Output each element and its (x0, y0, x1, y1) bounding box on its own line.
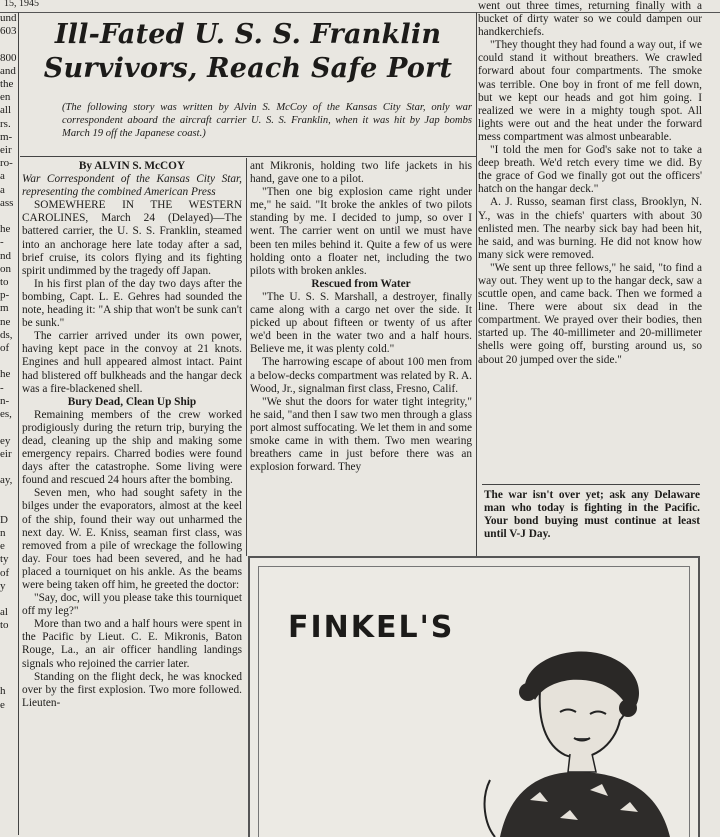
edge-fragment (0, 593, 18, 606)
edge-fragment: he (0, 368, 11, 381)
paragraph: In his first plan of the day two days after the bombing, Capt. L. E. Gehres had sounded the note, heading it: "A ship that won't be sunk can't be sunk." (22, 277, 242, 330)
edge-fragment: a (0, 170, 5, 183)
paragraph: went out three times, returning finally with a bucket of dirty water so we could dampen our handkerchiefs. (478, 0, 702, 39)
edge-fragment: n (0, 526, 6, 539)
edge-fragment: m- (0, 130, 13, 143)
edge-fragment: ey (0, 434, 11, 447)
bond-rule (482, 484, 700, 485)
edge-fragment: p- (0, 289, 10, 302)
edge-fragment: e (0, 540, 5, 553)
edge-fragment (0, 712, 18, 725)
woman-illustration (470, 650, 700, 837)
edge-fragment (0, 791, 18, 804)
paragraph: SOMEWHERE IN THE WESTERN CAROLINES, March 24 (Delayed)—The battered carrier, the U. S. S. Franklin, steamed into an anchorage here late today after a sad, brief cruise, its colors flying and its fighting spirit undimmed by the tragedy off Japan. (22, 199, 242, 277)
edge-fragment: en (0, 91, 11, 104)
column-rule (246, 158, 247, 556)
paragraph: "The U. S. S. Marshall, a destroyer, finally came along with a cargo net over the side. It picked up about fifteen or twenty of us after we'd been in the water two and a half hours. Believe me, it was plenty cold." (250, 290, 472, 356)
paragraph: Remaining members of the crew worked prodigiously during the return trip, burying the dead, cleaning up the ship and making some emergency repairs. Charred bodies were found days after the catastrophe. Some living were found and rescued 24 hours after the bombing. (22, 408, 242, 487)
article-column-3 (478, 0, 702, 367)
edge-fragment: - (0, 381, 4, 394)
edge-fragment (0, 738, 18, 751)
edge-fragment: 603 (0, 25, 17, 38)
edge-fragment: ay, (0, 474, 13, 487)
edge-fragment: e (0, 698, 5, 711)
edge-fragment: ds, (0, 328, 13, 341)
headline (22, 18, 474, 86)
edge-fragment: ro- (0, 157, 13, 170)
edge-fragment (0, 461, 18, 474)
edge-fragment: of (0, 566, 10, 579)
edge-fragment: to (0, 619, 9, 632)
edge-fragment: on (0, 262, 11, 275)
edge-fragment: und (0, 12, 17, 24)
edge-fragment: D (0, 513, 8, 526)
headline-line-1: Ill-Fated U. S. S. Franklin (54, 19, 442, 50)
editor-note: (The following story was written by Alvin S. McCoy of the Kansas City Star, only war correspondent aboard the aircraft carrier U. S. S. Franklin, when it was hit by Jap bombs March 19 off the Japanese coast.) (62, 102, 472, 139)
edge-fragment: - (0, 236, 4, 249)
edge-fragment: to (0, 276, 9, 289)
paragraph: Seven men, who had sought safety in the bilges under the evaporators, almost at the keel of the ship, found their way out unharmed the next day. W. E. Kniss, seaman first class, was removed from a pile of wreckage the following day. Four toes had been severed, and he had placed a tourniquet on his ankle. As the beams were being taken off him, he greeted the doctor: (22, 487, 242, 591)
edge-fragment: ass (0, 196, 14, 209)
paragraph: "I told the men for God's sake not to take a deep breath. We'd retch every time we did. By the grace of God we finally got out the officers' hatch on the hangar deck." (478, 144, 702, 196)
edge-fragment (0, 778, 18, 791)
edge-fragment: nd (0, 249, 11, 262)
advertisement (248, 556, 700, 837)
edge-fragment (0, 765, 18, 778)
edge-fragment: ne (0, 315, 11, 328)
edge-fragment: es, (0, 408, 12, 421)
byline-title: War Correspondent of the Kansas City Star, representing the combined American Press (22, 173, 242, 199)
edge-fragment (0, 804, 18, 817)
edge-fragment: n- (0, 394, 10, 407)
headline-line-2: Survivors, Reach Safe Port (43, 53, 453, 84)
paragraph: The harrowing escape of about 100 men from a below-decks compartment was related by R. A. Wood, Jr., signalman first class, Fresno, Calif. (250, 356, 472, 395)
paragraph: "Say, doc, will you please take this tourniquet off my leg?" (22, 592, 242, 618)
bond-note: The war isn't over yet; ask any Delaware man who today is fighting in the Pacific. Your bond buying must continue at least until V-J Day. (484, 489, 700, 541)
subhead-rescued: Rescued from Water (311, 277, 411, 290)
edge-fragment: rs. (0, 117, 11, 130)
edge-fragment: h (0, 685, 6, 698)
edge-fragment (0, 38, 18, 51)
edge-fragment: eir (0, 447, 12, 460)
paragraph: More than two and a half hours were spent in the Pacific by Lieut. C. E. Mikronis, Baton Rouge, La., an air officer handling landings signals who rejoined the carrier later. (22, 618, 242, 670)
edge-fragment: he (0, 223, 11, 236)
edge-fragment (0, 633, 18, 646)
paragraph: "We shut the doors for water tight integrity," he said, "and then I saw two men through a glass port almost suffocating. We let them in and some smoke came in with them. Two men wearing breathers came in just before there was an explosion forward. They (250, 395, 472, 474)
paragraph: "We sent up three fellows," he said, "to find a way out. They went up to the hangar deck, saw a scuttle open, and came back. Then we formed a line. There were about six dead in the compartment. We prayed over their bodies, then started up. The 40-millimeter and 20-millimeter shells were going off, bursting around us, so about 20 jumped over the side." (478, 261, 702, 366)
subhead-bury-dead: Bury Dead, Clean Up Ship (67, 395, 197, 408)
paragraph: A. J. Russo, seaman first class, Brooklyn, N. Y., was in the chiefs' quarters with about 30 enlisted men. The nearby sick bay had been hit, he said, and was burning. He did not know how many sick were removed. (478, 196, 702, 261)
column-rule (476, 12, 477, 556)
edge-fragment: a (0, 183, 5, 196)
edge-fragment: the (0, 78, 14, 91)
edge-fragment: eir (0, 144, 12, 157)
edge-fragment: of (0, 342, 10, 355)
edge-fragment: m (0, 302, 9, 315)
edge-fragment (0, 725, 18, 738)
edge-fragment (0, 672, 18, 685)
edge-fragment (0, 501, 18, 514)
edge-fragment (0, 210, 18, 223)
edge-fragment (0, 751, 18, 764)
edge-fragment: al (0, 606, 8, 619)
paragraph: "Then one big explosion came right under me," he said. "It broke the ankles of two pilots standing by me. I decided to jump, so over I went. The carrier went on until we must have been ten miles behind it. Quite a few of us were holding onto a floater net, including the two pilots with broken ankles. (250, 186, 472, 277)
ad-brand: FINKEL'S (288, 610, 455, 645)
paragraph: "They thought they had found a way out, if we could stand it without breathers. We crawled forward about four compartments. The smoke was terrible. One boy in front of me fell down, but we kept our heads and got him going. I realized we were in a mighty tough spot. All lights were out and the heat under the forward mess compartment was almost unbearable. (478, 39, 702, 143)
edge-fragment: all (0, 104, 11, 117)
edge-fragment: ty (0, 553, 9, 566)
edge-fragment: and (0, 64, 16, 77)
byline-name: By ALVIN S. McCOY (78, 160, 186, 172)
edge-fragment (0, 487, 18, 500)
edge-fragment (0, 659, 18, 672)
article-column-2 (250, 160, 472, 474)
edge-fragment (0, 421, 18, 434)
left-edge-column (0, 12, 19, 835)
edge-fragment: 800 (0, 51, 17, 64)
edge-fragment (0, 646, 18, 659)
paragraph: Standing on the flight deck, he was knocked over by the first explosion. Two more followed. Lieuten- (22, 670, 242, 709)
paragraph: The carrier arrived under its own power, having kept pace in the convoy at 21 knots. Engines and hull appeared almost intact. Paint had blistered off bulkheads and the hangar deck was a fire-blackened shell. (22, 330, 242, 395)
article-column-1 (22, 160, 242, 710)
date-fragment: 15, 1945 (4, 0, 39, 9)
headline-rule (20, 156, 476, 157)
paragraph: ant Mikronis, holding two life jackets in his hand, gave one to a pilot. (250, 160, 472, 186)
edge-fragment: y (0, 579, 6, 592)
edge-fragment (0, 355, 18, 368)
